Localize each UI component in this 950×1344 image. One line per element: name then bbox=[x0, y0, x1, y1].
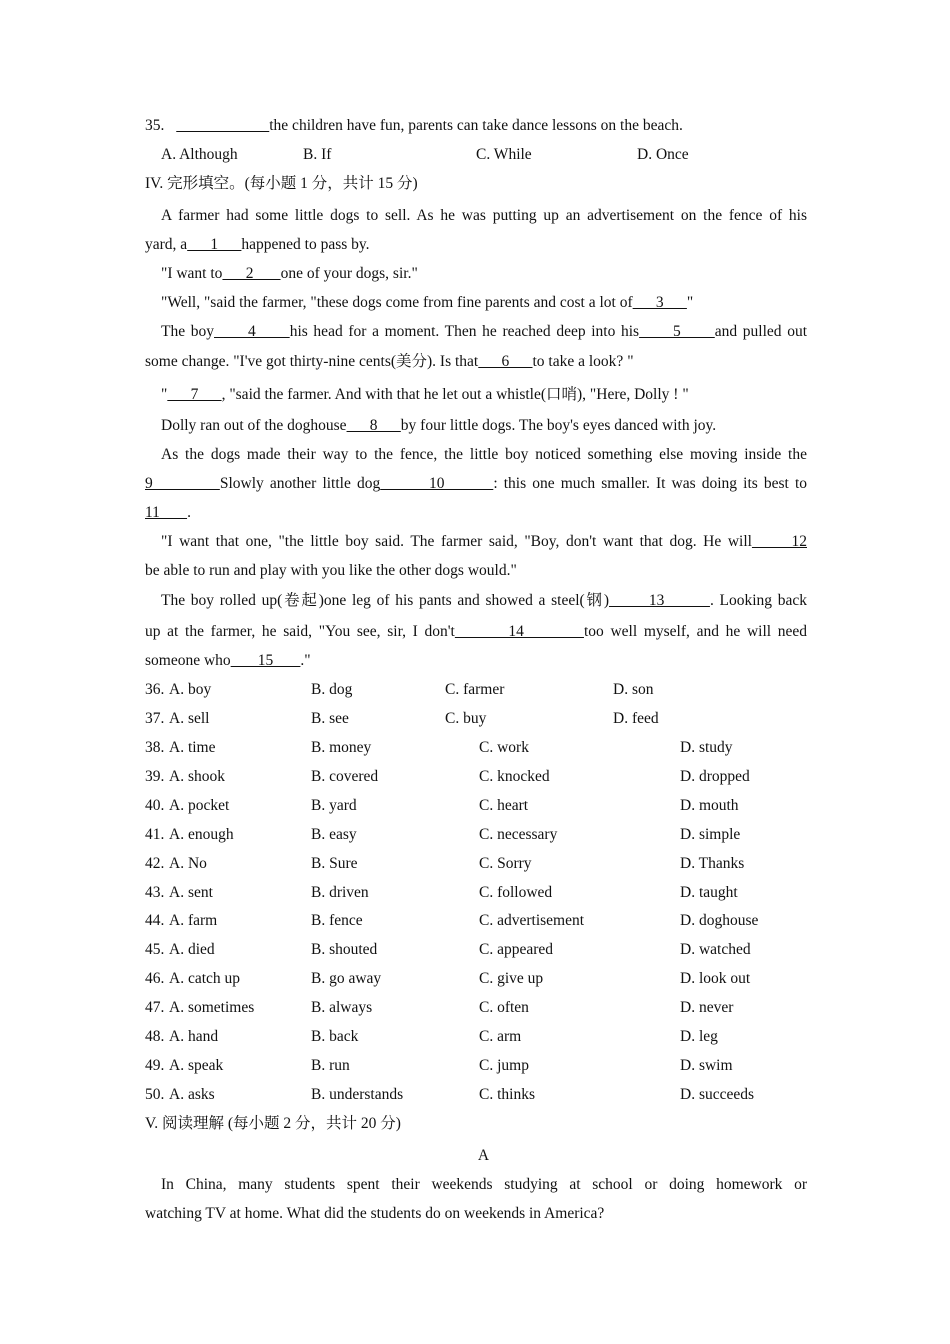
passage-text: "I want that one, "the little boy said. The farmer said, "Boy, don't want that dog. He will bbox=[161, 533, 752, 550]
option-d: D. Thanks bbox=[680, 855, 745, 872]
passage-text: too well myself, and he will need bbox=[583, 623, 807, 640]
blank-11: 11 bbox=[145, 504, 188, 521]
question-number: 44. bbox=[145, 912, 165, 929]
blank-6: 6 bbox=[478, 353, 533, 370]
blank-9: 9 bbox=[145, 475, 220, 492]
reading-line: In China, many students spent their weekends studying at school or doing homework or bbox=[161, 1176, 807, 1193]
blank-12: 12 bbox=[751, 533, 807, 550]
question-number: 42. bbox=[145, 855, 165, 872]
option-a: A. enough bbox=[169, 826, 234, 843]
option-b: B. Sure bbox=[311, 855, 358, 872]
option-c: C. buy bbox=[445, 710, 487, 727]
blank-8: 8 bbox=[346, 417, 401, 434]
option-b: B. shouted bbox=[311, 941, 378, 958]
option-a: A. catch up bbox=[169, 970, 241, 987]
option-c: C. Sorry bbox=[479, 855, 532, 872]
option-a: A. time bbox=[169, 739, 216, 756]
question-number: 35. bbox=[145, 117, 165, 134]
option-d: D. son bbox=[613, 681, 654, 698]
passage-text: yard, a bbox=[145, 236, 188, 253]
passage-line bbox=[161, 591, 807, 611]
option-d: D. feed bbox=[613, 710, 659, 727]
option-a: A. No bbox=[169, 855, 207, 872]
option-d: D. watched bbox=[680, 941, 751, 958]
passage-text: " bbox=[686, 294, 694, 311]
option-b: B. dog bbox=[311, 681, 353, 698]
passage-line bbox=[145, 474, 807, 494]
passage-line bbox=[161, 385, 807, 405]
blank-13: 13 bbox=[608, 592, 710, 609]
option-c: C. jump bbox=[479, 1057, 529, 1074]
passage-text: some change. "I've got thirty-nine cents(美分). Is that bbox=[145, 353, 479, 370]
blank-4: 4 bbox=[214, 323, 290, 340]
option-a: A. sometimes bbox=[169, 999, 255, 1016]
blank-5: 5 bbox=[639, 323, 715, 340]
passage-text: to take a look? " bbox=[532, 353, 634, 370]
blank-2: 2 bbox=[222, 265, 281, 282]
option-c: C. followed bbox=[479, 884, 553, 901]
passage-text: . Looking back bbox=[709, 592, 808, 609]
option-b: B. see bbox=[311, 710, 349, 727]
option-d: D. swim bbox=[680, 1057, 733, 1074]
passage-line bbox=[161, 532, 807, 552]
reading-line: watching TV at home. What did the students do on weekends in America? bbox=[145, 1205, 605, 1222]
option-a: A. asks bbox=[169, 1086, 215, 1103]
passage-line bbox=[145, 352, 807, 372]
passage-text: Dolly ran out of the doghouse bbox=[161, 417, 347, 434]
passage-text: one of your dogs, sir." bbox=[280, 265, 418, 282]
passage-line bbox=[161, 264, 807, 284]
option-c: C. give up bbox=[479, 970, 544, 987]
option-b: B. run bbox=[311, 1057, 350, 1074]
passage-label: A bbox=[477, 1147, 490, 1164]
option-a: A. sell bbox=[169, 710, 210, 727]
blank-15: 15 bbox=[230, 652, 301, 669]
option-a: A. farm bbox=[169, 912, 218, 929]
option-c: C. often bbox=[479, 999, 529, 1016]
option-c: C. appeared bbox=[479, 941, 554, 958]
option-c: C. advertisement bbox=[479, 912, 585, 929]
passage-text: by four little dogs. The boy's eyes danced with joy. bbox=[400, 417, 717, 434]
option-a: A. speak bbox=[169, 1057, 224, 1074]
question-number: 47. bbox=[145, 999, 165, 1016]
option-c: C. necessary bbox=[479, 826, 558, 843]
option-b: B. understands bbox=[311, 1086, 404, 1103]
passage-text: up at the farmer, he said, "You see, sir, I don't bbox=[145, 623, 455, 640]
question-number: 43. bbox=[145, 884, 165, 901]
section-4-heading: IV. 完形填空。(每小题 1 分，共计 15 分) bbox=[145, 175, 418, 192]
option-a: A. hand bbox=[169, 1028, 219, 1045]
option-a: A. pocket bbox=[169, 797, 230, 814]
option-a: A. boy bbox=[169, 681, 212, 698]
option-d: D. doghouse bbox=[680, 912, 759, 929]
passage-line: be able to run and play with you like the other dogs would." bbox=[145, 562, 517, 579]
option-d: D. Once bbox=[637, 146, 689, 163]
option-c: C. arm bbox=[479, 1028, 522, 1045]
option-b: B. back bbox=[311, 1028, 359, 1045]
blank-7: 7 bbox=[167, 386, 222, 403]
question-number: 50. bbox=[145, 1086, 165, 1103]
option-b: B. yard bbox=[311, 797, 357, 814]
option-d: D. taught bbox=[680, 884, 738, 901]
option-c: C. knocked bbox=[479, 768, 550, 785]
option-a: A. died bbox=[169, 941, 215, 958]
option-a: A. sent bbox=[169, 884, 213, 901]
question-number: 48. bbox=[145, 1028, 165, 1045]
question-number: 37. bbox=[145, 710, 165, 727]
blank-10: 10 bbox=[380, 475, 494, 492]
passage-line bbox=[145, 235, 807, 255]
passage-text: his head for a moment. Then he reached deep into his bbox=[289, 323, 640, 340]
option-c: C. While bbox=[476, 146, 532, 163]
option-d: D. succeeds bbox=[680, 1086, 755, 1103]
option-c: C. heart bbox=[479, 797, 529, 814]
passage-line bbox=[161, 322, 807, 342]
passage-line bbox=[145, 651, 807, 671]
passage-line bbox=[145, 622, 807, 642]
passage-text: The boy rolled up(卷起)one leg of his pants and showed a steel(钢) bbox=[161, 592, 609, 609]
option-b: B. If bbox=[303, 146, 332, 163]
passage-line bbox=[145, 503, 807, 523]
option-d: D. never bbox=[680, 999, 734, 1016]
passage-text: The boy bbox=[161, 323, 215, 340]
question-number: 38. bbox=[145, 739, 165, 756]
option-b: B. easy bbox=[311, 826, 357, 843]
question-number: 49. bbox=[145, 1057, 165, 1074]
option-b: B. go away bbox=[311, 970, 382, 987]
passage-text: "I want to bbox=[161, 265, 223, 282]
question-number: 36. bbox=[145, 681, 165, 698]
question-text: the children have fun, parents can take dance lessons on the beach. bbox=[269, 117, 683, 134]
passage-text: someone who bbox=[145, 652, 231, 669]
blank-3: 3 bbox=[632, 294, 687, 311]
blank-14: 14 bbox=[454, 623, 584, 640]
option-b: B. driven bbox=[311, 884, 369, 901]
option-d: D. look out bbox=[680, 970, 751, 987]
question-number: 39. bbox=[145, 768, 165, 785]
option-c: C. farmer bbox=[445, 681, 505, 698]
question-number: 41. bbox=[145, 826, 165, 843]
blank-1: 1 bbox=[187, 236, 242, 253]
passage-text: and pulled out bbox=[714, 323, 808, 340]
option-d: D. dropped bbox=[680, 768, 750, 785]
passage-text: , "said the farmer. And with that he let out a whistle(口哨), "Here, Dolly ! " bbox=[221, 386, 689, 403]
passage-line bbox=[161, 293, 807, 313]
option-b: B. money bbox=[311, 739, 372, 756]
passage-line: As the dogs made their way to the fence, the little boy noticed something else moving inside the bbox=[161, 446, 807, 463]
question-number: 46. bbox=[145, 970, 165, 987]
passage-text: Slowly another little dog bbox=[219, 475, 381, 492]
option-b: B. always bbox=[311, 999, 373, 1016]
blank bbox=[176, 117, 269, 134]
passage-text: . bbox=[187, 504, 191, 521]
passage-text: ." bbox=[300, 652, 311, 669]
passage-line: A farmer had some little dogs to sell. As he was putting up an advertisement on the fence of his bbox=[161, 207, 807, 224]
option-b: B. covered bbox=[311, 768, 379, 785]
option-b: B. fence bbox=[311, 912, 363, 929]
option-d: D. simple bbox=[680, 826, 741, 843]
question-number: 40. bbox=[145, 797, 165, 814]
option-c: C. work bbox=[479, 739, 529, 756]
option-d: D. mouth bbox=[680, 797, 739, 814]
option-a: A. Although bbox=[161, 146, 238, 163]
question-35 bbox=[145, 116, 807, 136]
passage-line bbox=[161, 416, 807, 436]
option-d: D. leg bbox=[680, 1028, 718, 1045]
section-5-heading: V. 阅读理解 (每小题 2 分，共计 20 分) bbox=[145, 1115, 401, 1132]
passage-text: "Well, "said the farmer, "these dogs come from fine parents and cost a lot of bbox=[161, 294, 633, 311]
passage-text: " bbox=[161, 386, 168, 403]
passage-text: happened to pass by. bbox=[241, 236, 370, 253]
option-a: A. shook bbox=[169, 768, 225, 785]
question-number: 45. bbox=[145, 941, 165, 958]
option-c: C. thinks bbox=[479, 1086, 535, 1103]
passage-text: : this one much smaller. It was doing its best to bbox=[493, 475, 808, 492]
option-d: D. study bbox=[680, 739, 733, 756]
